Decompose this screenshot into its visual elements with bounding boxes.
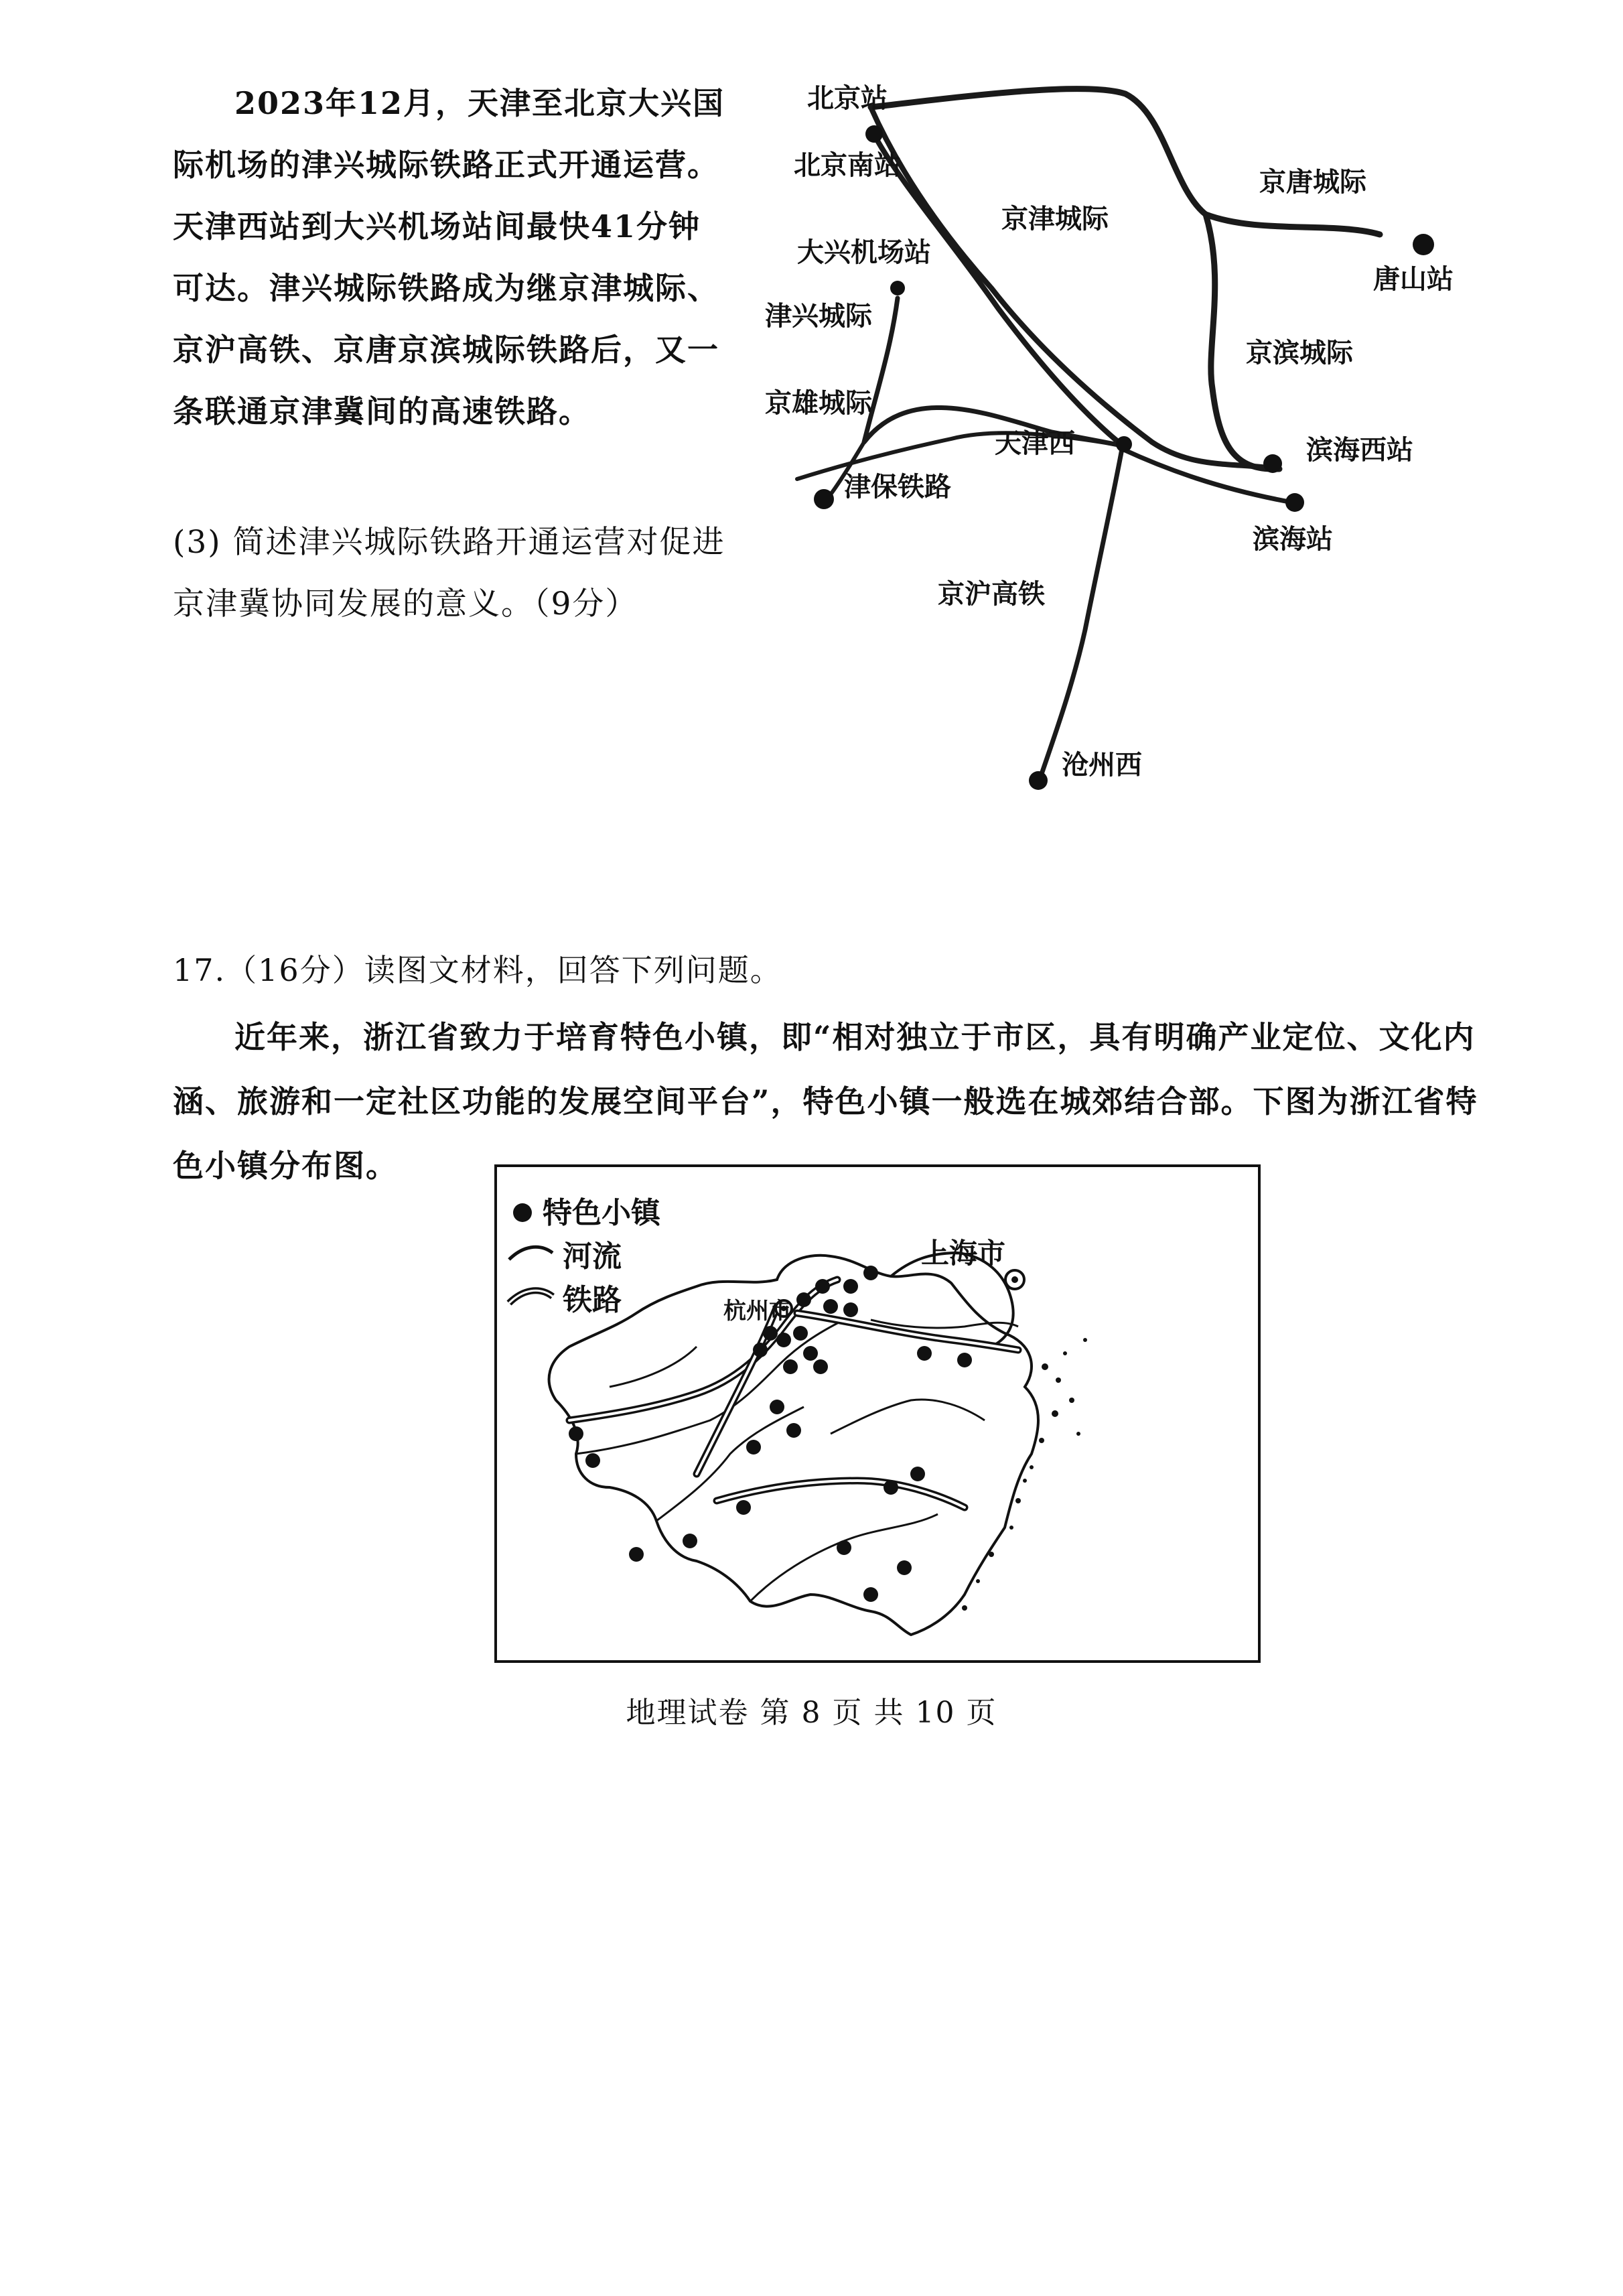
- town-dot: [793, 1326, 808, 1341]
- town-dot: [863, 1587, 878, 1602]
- town-dot: [823, 1299, 838, 1314]
- town-dot: [813, 1359, 828, 1374]
- town-dot: [957, 1353, 972, 1367]
- town-dot: [585, 1453, 600, 1468]
- binhai-station-dot: [1285, 493, 1304, 512]
- legend-railway-label: 铁路: [563, 1283, 622, 1317]
- tianjin-west-station-dot: [1116, 436, 1132, 452]
- label-tianjin-west: 天津西: [995, 428, 1075, 459]
- town-dot: [803, 1346, 818, 1361]
- town-dot: [837, 1540, 851, 1555]
- jinbao-end-dot: [814, 489, 834, 509]
- label-jinghu: 京沪高铁: [938, 579, 1045, 610]
- town-dot: [843, 1302, 858, 1317]
- legend-river-label: 河流: [563, 1239, 622, 1274]
- q17-passage: 近年来，浙江省致力于培育特色小镇，即“相对独立于市区，具有明确产业定位、文化内涵、旅游和一定社区功能的发展空间平台”，特色小镇一般选在城郊结合部。下图为浙江省特色小镇分布图。: [173, 1019, 1478, 1184]
- label-binhai-west: 滨海西站: [1306, 435, 1413, 466]
- label-jingbin: 京滨城际: [1246, 338, 1353, 368]
- label-jingjin: 京津城际: [1001, 204, 1109, 234]
- jingtang-line: [871, 89, 1380, 234]
- legend-town-label: 特色小镇: [543, 1196, 660, 1230]
- town-dot: [763, 1326, 778, 1341]
- town-dot: [815, 1279, 830, 1294]
- town-dot: [910, 1467, 925, 1481]
- legend-river-icon: [509, 1247, 553, 1260]
- binhai-west-station-dot: [1263, 454, 1282, 473]
- label-jingtang: 京唐城际: [1259, 167, 1366, 198]
- label-jinxing: 津兴城际: [765, 301, 872, 332]
- town-dot: [917, 1346, 932, 1361]
- town-dot: [770, 1400, 784, 1414]
- town-dot: [569, 1426, 583, 1441]
- daxing-station-dot: [890, 281, 905, 295]
- zhejiang-town-map: [496, 1166, 1259, 1662]
- shanghai-marker-center: [1011, 1276, 1018, 1283]
- town-dot: [683, 1534, 697, 1548]
- town-dot: [897, 1560, 912, 1575]
- jinghu-line-south: [1038, 449, 1122, 784]
- label-binhai: 滨海站: [1253, 524, 1333, 555]
- town-dot: [783, 1359, 798, 1374]
- town-dot: [796, 1292, 811, 1307]
- tangshan-station-dot: [1413, 234, 1434, 255]
- q17-heading: 17.（16分）读图文材料，回答下列问题。: [173, 952, 782, 988]
- label-cangzhou-west: 沧州西: [1062, 750, 1142, 781]
- town-dot: [753, 1343, 768, 1357]
- beijing-south-station-dot: [865, 125, 883, 143]
- label-beijing-south: 北京南站: [794, 150, 901, 181]
- page-footer: 地理试卷 第 8 页 共 10 页: [626, 1696, 997, 1730]
- town-dot: [746, 1440, 761, 1455]
- label-jinbao: 津保铁路: [844, 472, 951, 502]
- label-beijing-station: 北京站: [807, 83, 888, 114]
- q16-question-3: (3) 简述津兴城际铁路开通运营对促进京津冀协同发展的意义。（9分）: [173, 524, 725, 622]
- town-dot: [843, 1279, 858, 1294]
- label-hangzhou: 杭州市: [723, 1298, 792, 1325]
- jinxing-line: [864, 298, 1122, 446]
- town-dot: [629, 1547, 644, 1562]
- label-jingxiong: 京雄城际: [765, 388, 872, 419]
- label-daxing: 大兴机场站: [797, 237, 931, 268]
- rail-map: [737, 67, 1500, 817]
- town-dot: [786, 1423, 801, 1438]
- town-dot: [863, 1266, 878, 1280]
- q16-passage: 2023年12月，天津至北京大兴国际机场的津兴城际铁路正式开通运营。天津西站到大兴机场站间最快41分钟可达。津兴城际铁路成为继京津城际、京沪高铁、京唐京滨城际铁路后，又一条联通京津冀间的高速铁路。: [173, 85, 725, 429]
- town-dot: [736, 1500, 751, 1515]
- town-dot: [884, 1480, 898, 1495]
- legend-town-icon: [513, 1203, 532, 1222]
- label-shanghai: 上海市: [921, 1237, 1006, 1270]
- label-tangshan: 唐山站: [1373, 264, 1454, 295]
- town-dot: [776, 1333, 791, 1347]
- cangzhou-west-station-dot: [1029, 771, 1048, 790]
